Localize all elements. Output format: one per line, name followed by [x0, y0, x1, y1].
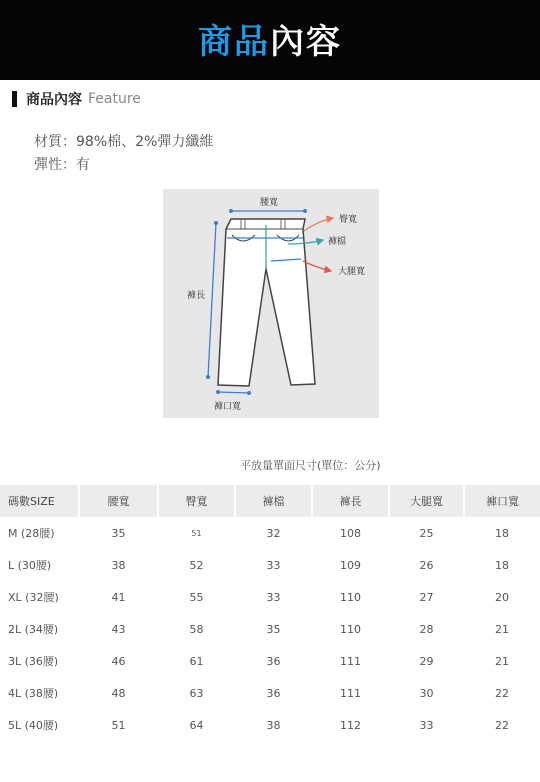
table-cell: 61 — [189, 654, 204, 668]
table-cell: 26 — [419, 558, 434, 572]
table-cell: 43 — [111, 622, 126, 636]
table-cell: 112 — [340, 718, 361, 732]
table-cell: 36 — [266, 654, 281, 668]
table-cell: 21 — [495, 622, 509, 636]
table-cell: 41 — [111, 590, 126, 604]
hem-measure-line — [218, 392, 249, 393]
table-cell: 18 — [495, 558, 509, 572]
table-cell: 32 — [266, 526, 281, 540]
table-row — [0, 645, 540, 677]
thigh-label: 大腿寬 — [338, 267, 366, 277]
banner-title-part2: 內容 — [270, 22, 342, 62]
table-cell: 52 — [189, 558, 204, 572]
size-cell: XL (32腰) — [8, 591, 59, 604]
column-header-waist: 腰寬 — [79, 485, 158, 517]
size-cell: L (30腰) — [8, 559, 52, 572]
table-row — [0, 677, 540, 709]
header-banner — [0, 0, 540, 80]
length-label: 褲長 — [187, 291, 206, 301]
column-header-thigh: 大腿寬 — [389, 485, 464, 517]
hip-label: 臀寬 — [339, 215, 358, 225]
table-cell: 63 — [189, 686, 204, 700]
table-cell: 111 — [340, 686, 361, 700]
size-cell: 4L (38腰) — [8, 687, 59, 700]
material-spec: 材質：98%棉、2%彈力纖維 — [34, 134, 214, 150]
table-cell: 35 — [266, 622, 281, 636]
table-cell: 108 — [340, 526, 361, 540]
table-cell: 29 — [419, 654, 434, 668]
length-measure-line — [208, 223, 216, 377]
table-cell: 51 — [111, 718, 126, 732]
table-cell: 51 — [191, 528, 202, 538]
pants-measurement-diagram — [163, 189, 379, 418]
unit-note: 平放量單面尺寸(單位：公分) — [240, 459, 381, 472]
table-cell: 33 — [419, 718, 434, 732]
table-cell: 46 — [111, 654, 126, 668]
table-cell: 58 — [189, 622, 204, 636]
table-cell: 22 — [495, 686, 509, 700]
banner-title-part1: 商品 — [198, 22, 270, 62]
table-cell: 38 — [111, 558, 126, 572]
table-header-row — [0, 485, 540, 517]
elasticity-spec: 彈性：有 — [34, 157, 90, 173]
table-cell: 25 — [419, 526, 434, 540]
table-cell: 35 — [111, 526, 126, 540]
size-cell: 2L (34腰) — [8, 623, 59, 636]
size-cell: 5L (40腰) — [8, 719, 59, 732]
column-header-rise: 褲檔 — [235, 485, 312, 517]
waist-label: 腰寬 — [259, 198, 279, 208]
table-cell: 64 — [189, 718, 204, 732]
table-row — [0, 517, 540, 549]
table-row — [0, 613, 540, 645]
section-title-en: Feature — [88, 91, 141, 107]
section-marker — [12, 91, 17, 107]
table-cell: 36 — [266, 686, 281, 700]
table-cell: 110 — [340, 622, 361, 636]
rise-label: 褲檔 — [328, 237, 347, 247]
table-cell: 28 — [419, 622, 434, 636]
size-cell: 3L (36腰) — [8, 655, 59, 668]
column-header-size: 碼數SIZE — [0, 485, 79, 517]
column-header-length: 褲長 — [312, 485, 389, 517]
table-cell: 55 — [189, 590, 204, 604]
table-cell: 109 — [340, 558, 361, 572]
table-cell: 18 — [495, 526, 509, 540]
column-header-hem: 褲口寬 — [464, 485, 540, 517]
table-cell: 27 — [419, 590, 434, 604]
table-cell: 111 — [340, 654, 361, 668]
table-cell: 22 — [495, 718, 509, 732]
table-row — [0, 581, 540, 613]
table-row — [0, 549, 540, 581]
table-cell: 33 — [266, 558, 281, 572]
table-row — [0, 709, 540, 741]
section-title-zh: 商品內容 — [26, 92, 82, 108]
size-chart-table — [0, 485, 540, 741]
table-cell: 48 — [111, 686, 126, 700]
section-heading — [12, 89, 141, 109]
hem-label: 褲口寬 — [214, 402, 242, 412]
table-cell: 38 — [266, 718, 281, 732]
banner-title — [0, 14, 540, 63]
table-cell: 30 — [419, 686, 434, 700]
size-cell: M (28腰) — [8, 527, 55, 540]
pants-illustration — [163, 189, 379, 418]
column-header-hip: 臀寬 — [158, 485, 235, 517]
table-cell: 110 — [340, 590, 361, 604]
table-cell: 20 — [495, 590, 509, 604]
table-cell: 21 — [495, 654, 509, 668]
table-cell: 33 — [266, 590, 281, 604]
